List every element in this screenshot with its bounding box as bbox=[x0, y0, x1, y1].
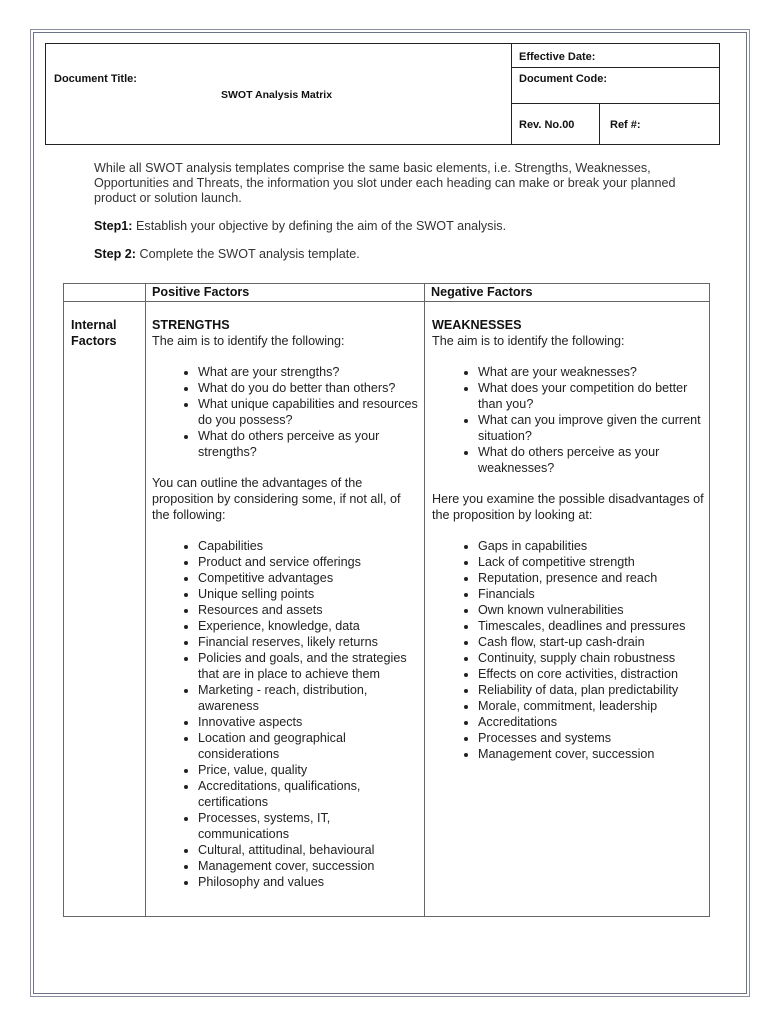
list-item: • Cash flow, start-up cash-drain bbox=[478, 634, 705, 650]
weaknesses-cell bbox=[425, 302, 710, 917]
strengths-questions bbox=[152, 364, 420, 460]
list-item: • What do others perceive as your strengths? bbox=[198, 428, 420, 460]
list-item: • Price, value, quality bbox=[198, 762, 420, 778]
document-code-label: Document Code: bbox=[512, 68, 719, 104]
strengths-cell bbox=[146, 302, 425, 917]
swot-matrix-table bbox=[63, 283, 710, 917]
step-2 bbox=[94, 247, 360, 261]
list-item: • Management cover, succession bbox=[198, 858, 420, 874]
rev-no-label: Rev. No.00 bbox=[512, 104, 600, 144]
weaknesses-aim: The aim is to identify the following: bbox=[432, 334, 625, 348]
list-item: • Financial reserves, likely returns bbox=[198, 634, 420, 650]
document-title: SWOT Analysis Matrix bbox=[221, 89, 333, 101]
title-cell bbox=[46, 44, 512, 144]
list-item: • Policies and goals, and the strategies that are in place to achieve them bbox=[198, 650, 420, 682]
list-item: • What can you improve given the current situation? bbox=[478, 412, 705, 444]
list-item: • Morale, commitment, leadership bbox=[478, 698, 705, 714]
list-item: • Management cover, succession bbox=[478, 746, 705, 762]
list-item: • Accreditations bbox=[478, 714, 705, 730]
step-1-label: Step1: bbox=[94, 219, 133, 233]
list-item: • Financials bbox=[478, 586, 705, 602]
ref-label: Ref #: bbox=[610, 119, 641, 131]
weaknesses-heading: WEAKNESSES bbox=[432, 318, 522, 332]
list-item: • What unique capabilities and resources do you possess? bbox=[198, 396, 420, 428]
list-item: • Accreditations, qualifications, certifications bbox=[198, 778, 420, 810]
list-item: • Location and geographical considerations bbox=[198, 730, 420, 762]
list-item: • Competitive advantages bbox=[198, 570, 420, 586]
list-item: • What are your strengths? bbox=[198, 364, 420, 380]
intro-paragraph: While all SWOT analysis templates comprise the same basic elements, i.e. Strengths, Weaknesses, Opportunities and Threats, the information you slot under each heading can make or break your planned product or solution launch. bbox=[94, 161, 676, 206]
weaknesses-paragraph: Here you examine the possible disadvantages of the proposition by looking at: bbox=[432, 492, 704, 522]
list-item: • Own known vulnerabilities bbox=[478, 602, 705, 618]
list-item: • Philosophy and values bbox=[198, 874, 420, 890]
document-title-label: Document Title: bbox=[54, 73, 137, 85]
list-item: • Reputation, presence and reach bbox=[478, 570, 705, 586]
weaknesses-items bbox=[432, 538, 705, 762]
list-item: • Unique selling points bbox=[198, 586, 420, 602]
list-item: • Timescales, deadlines and pressures bbox=[478, 618, 705, 634]
list-item: • Innovative aspects bbox=[198, 714, 420, 730]
document-header bbox=[45, 43, 720, 145]
list-item: • Processes, systems, IT, communications bbox=[198, 810, 420, 842]
list-item: • Processes and systems bbox=[478, 730, 705, 746]
list-item: • What do you do better than others? bbox=[198, 380, 420, 396]
list-item: • Continuity, supply chain robustness bbox=[478, 650, 705, 666]
list-item: • Marketing - reach, distribution, awareness bbox=[198, 682, 420, 714]
list-item: • Product and service offerings bbox=[198, 554, 420, 570]
list-item: • Reliability of data, plan predictability bbox=[478, 682, 705, 698]
effective-date-label: Effective Date: bbox=[512, 44, 719, 68]
list-item: • Gaps in capabilities bbox=[478, 538, 705, 554]
matrix-corner-cell bbox=[64, 284, 146, 302]
step-1 bbox=[94, 219, 506, 233]
strengths-aim: The aim is to identify the following: bbox=[152, 334, 345, 348]
list-item: • Lack of competitive strength bbox=[478, 554, 705, 570]
list-item: • Capabilities bbox=[198, 538, 420, 554]
step-2-text: Complete the SWOT analysis template. bbox=[136, 247, 360, 261]
step-2-label: Step 2: bbox=[94, 247, 136, 261]
matrix-header-row bbox=[64, 284, 710, 302]
list-item: • What are your weaknesses? bbox=[478, 364, 705, 380]
row-label-line2: Factors bbox=[71, 334, 117, 348]
list-item: • What do others perceive as your weaknesses? bbox=[478, 444, 705, 476]
positive-factors-header: Positive Factors bbox=[146, 284, 425, 302]
weaknesses-questions bbox=[432, 364, 705, 476]
internal-factors-label bbox=[64, 302, 146, 917]
internal-factors-row bbox=[64, 302, 710, 917]
list-item: • Experience, knowledge, data bbox=[198, 618, 420, 634]
list-item: • Resources and assets bbox=[198, 602, 420, 618]
list-item: • Effects on core activities, distraction bbox=[478, 666, 705, 682]
row-label-line1: Internal bbox=[71, 318, 117, 332]
strengths-paragraph: You can outline the advantages of the proposition by considering some, if not all, of the following: bbox=[152, 476, 401, 522]
strengths-items bbox=[152, 538, 420, 890]
negative-factors-header: Negative Factors bbox=[425, 284, 710, 302]
meta-cells bbox=[512, 44, 719, 144]
strengths-heading: STRENGTHS bbox=[152, 318, 230, 332]
step-1-text: Establish your objective by defining the aim of the SWOT analysis. bbox=[132, 219, 507, 233]
list-item: • What does your competition do better than you? bbox=[478, 380, 705, 412]
list-item: • Cultural, attitudinal, behavioural bbox=[198, 842, 420, 858]
